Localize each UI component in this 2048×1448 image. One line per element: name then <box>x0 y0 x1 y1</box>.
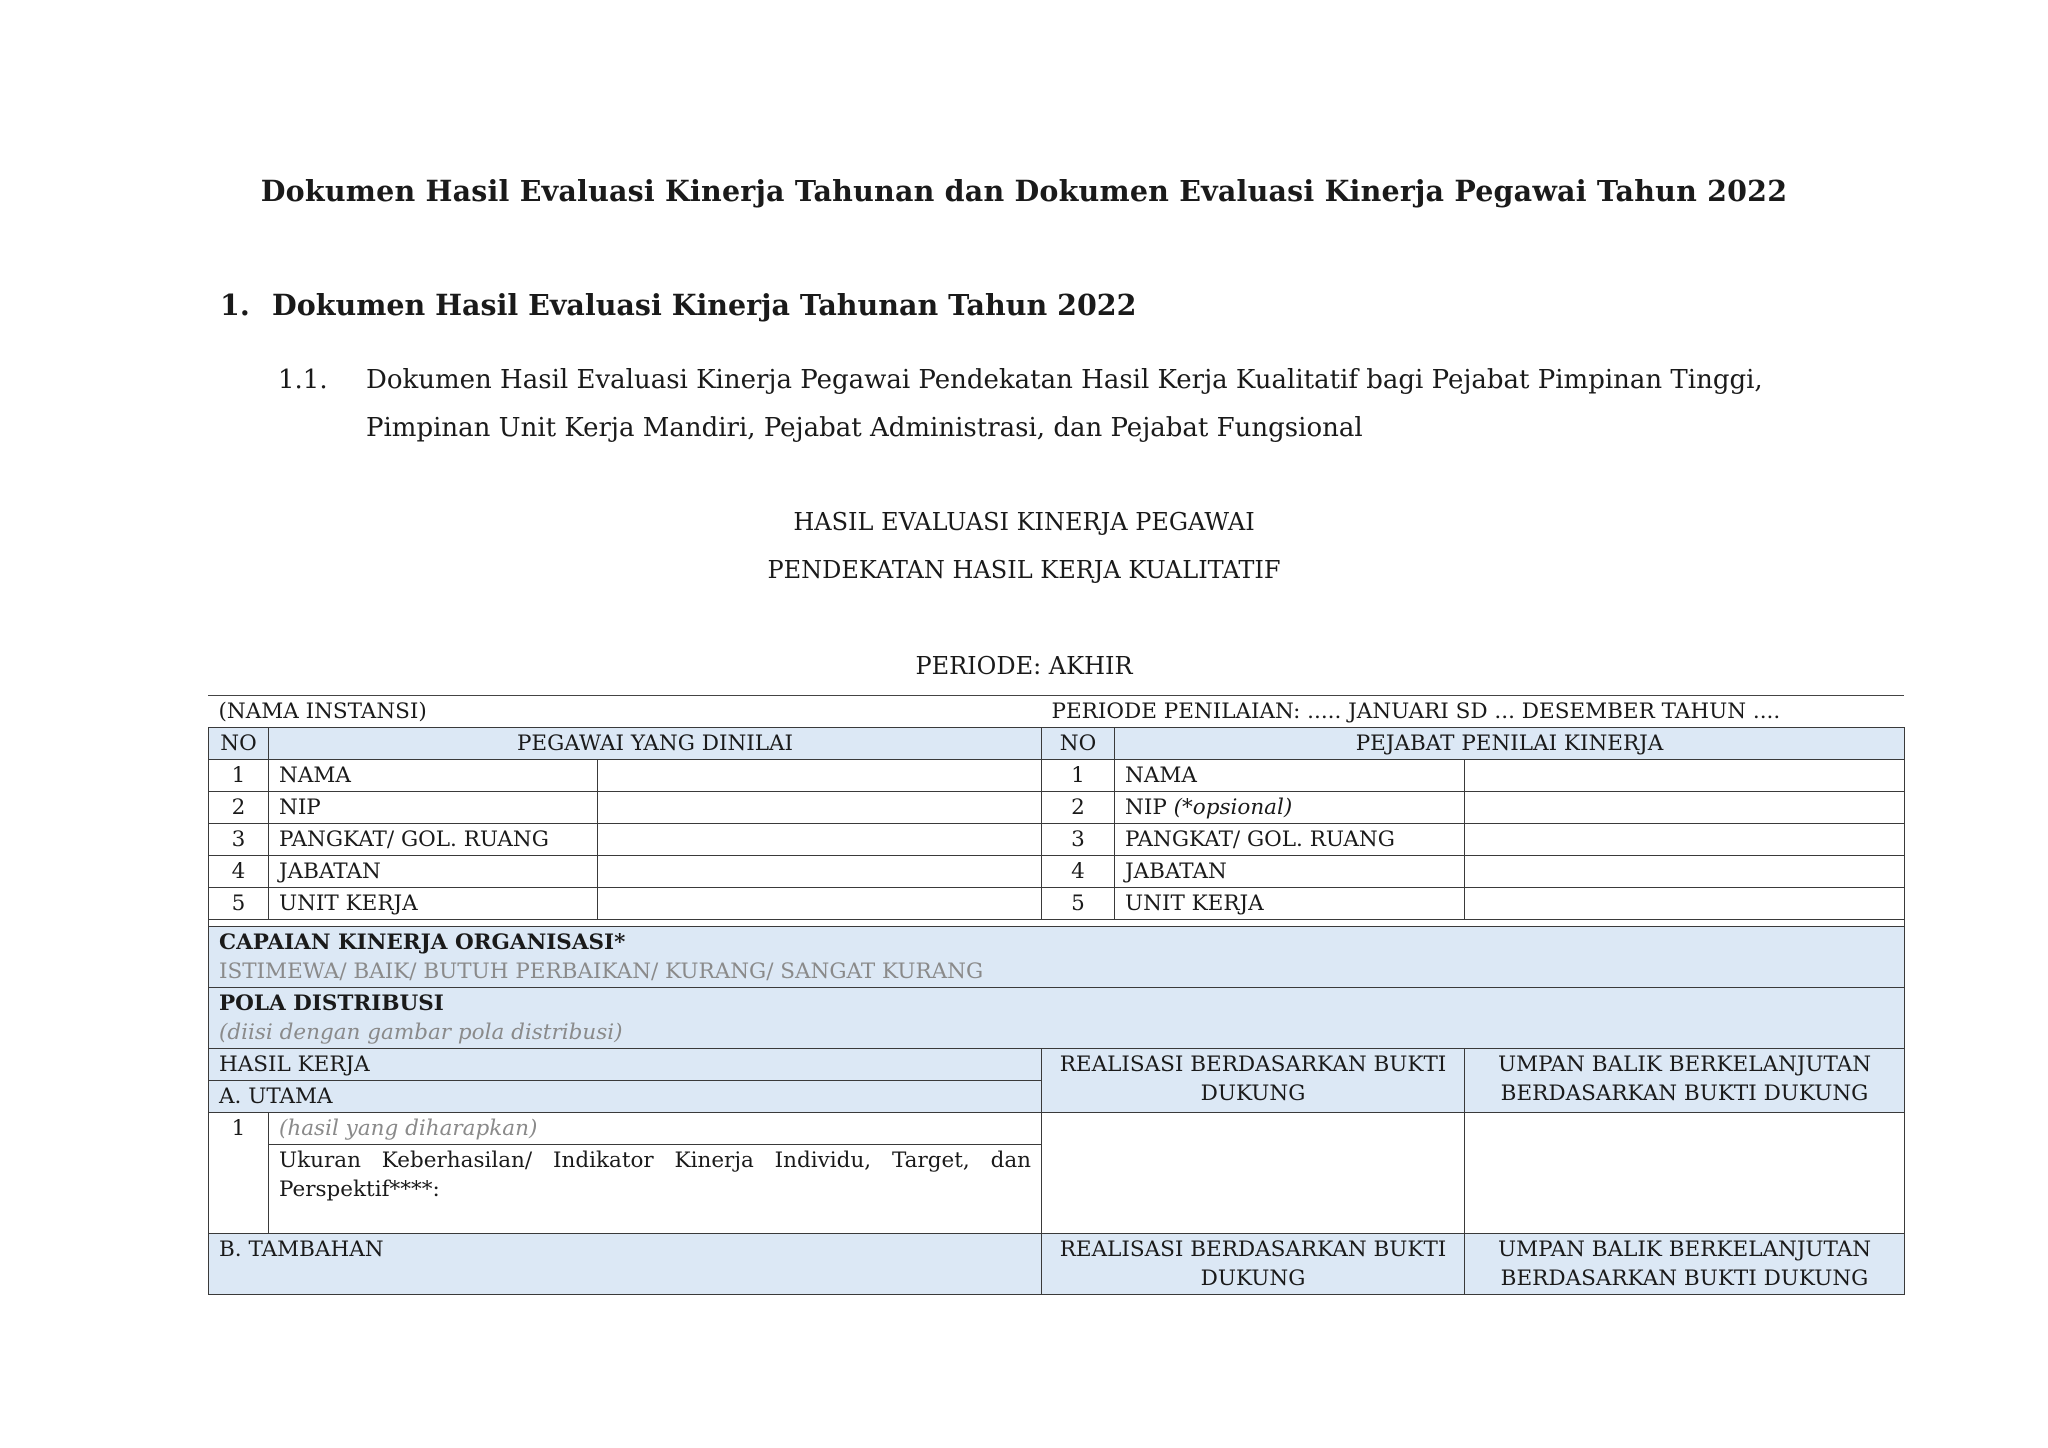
table-row <box>209 888 1905 920</box>
ukuran-keberhasilan[interactable]: Ukuran Keberhasilan/ Indikator Kinerja Individu, Target, dan Perspektif****: <box>269 1145 1042 1234</box>
row-number: 2 <box>209 792 269 824</box>
hasil-kerja-label: HASIL KERJA <box>209 1049 1042 1081</box>
section-1-label: Dokumen Hasil Evaluasi Kinerja Tahunan Tahun 2022 <box>272 288 1137 322</box>
row-number: 4 <box>1042 856 1115 888</box>
row-number: 2 <box>1042 792 1115 824</box>
pejabat-nip-label: NIP <box>1125 795 1167 820</box>
realisasi-header: REALISASI BERDASARKAN BUKTI DUKUNG <box>1042 1049 1465 1113</box>
pegawai-field-label: NAMA <box>269 760 598 792</box>
spacer-cell <box>209 920 1905 927</box>
pejabat-field-value[interactable] <box>1465 824 1905 856</box>
utama-label: A. UTAMA <box>209 1081 1042 1113</box>
row-number: 1 <box>1042 760 1115 792</box>
no-header-right: NO <box>1042 728 1115 760</box>
pejabat-field-value[interactable] <box>1465 888 1905 920</box>
pejabat-field-label: UNIT KERJA <box>1115 888 1465 920</box>
pola-row <box>209 988 1905 1049</box>
tambahan-row <box>209 1234 1905 1295</box>
pegawai-header: PEGAWAI YANG DINILAI <box>269 728 1042 760</box>
table-row <box>209 792 1905 824</box>
pejabat-field-value[interactable] <box>1465 856 1905 888</box>
hasil-harapan[interactable]: (hasil yang diharapkan) <box>269 1113 1042 1145</box>
tambahan-label: B. TAMBAHAN <box>209 1234 1042 1295</box>
row-number: 4 <box>209 856 269 888</box>
instansi-name: (NAMA INSTANSI) <box>218 699 427 724</box>
pegawai-field-value[interactable] <box>598 888 1042 920</box>
pejabat-field-label: NAMA <box>1115 760 1465 792</box>
pejabat-field-label: PANGKAT/ GOL. RUANG <box>1115 824 1465 856</box>
spacer-row <box>209 920 1905 927</box>
capaian-cell[interactable] <box>209 927 1905 988</box>
pejabat-field-label <box>1115 792 1465 824</box>
capaian-row <box>209 927 1905 988</box>
table-row <box>209 760 1905 792</box>
capaian-label: CAPAIAN KINERJA ORGANISASI* <box>219 930 626 955</box>
instansi-row <box>209 696 1905 728</box>
section-1-1-number: 1.1. <box>278 365 328 395</box>
pegawai-field-label: JABATAN <box>269 856 598 888</box>
realisasi-cell[interactable] <box>1042 1113 1465 1234</box>
table-row <box>209 824 1905 856</box>
row-number: 1 <box>209 760 269 792</box>
pejabat-field-value[interactable] <box>1465 792 1905 824</box>
form-title-2: PENDEKATAN HASIL KERJA KUALITATIF <box>767 556 1281 584</box>
umpan-balik-cell[interactable] <box>1465 1113 1905 1234</box>
evaluation-form <box>208 695 1904 1295</box>
pola-hint: (diisi dengan gambar pola distribusi) <box>219 1020 623 1045</box>
section-1-1-heading <box>278 356 1878 452</box>
capaian-options: ISTIMEWA/ BAIK/ BUTUH PERBAIKAN/ KURANG/ SANGAT KURANG <box>219 959 984 984</box>
header-row <box>209 728 1905 760</box>
umpan-balik-header: UMPAN BALIK BERKELANJUTAN BERDASARKAN BUKTI DUKUNG <box>1465 1049 1905 1113</box>
optional-note: (*opsional) <box>1173 795 1293 820</box>
pegawai-field-value[interactable] <box>598 792 1042 824</box>
pegawai-field-label: NIP <box>269 792 598 824</box>
realisasi-header-tambahan: REALISASI BERDASARKAN BUKTI DUKUNG <box>1042 1234 1465 1295</box>
pegawai-field-label: PANGKAT/ GOL. RUANG <box>269 824 598 856</box>
umpan-balik-header-tambahan: UMPAN BALIK BERKELANJUTAN BERDASARKAN BUKTI DUKUNG <box>1465 1234 1905 1295</box>
pegawai-field-value[interactable] <box>598 856 1042 888</box>
periode-penilaian: PERIODE PENILAIAN: ..... JANUARI SD ... DESEMBER TAHUN .... <box>1051 699 1781 724</box>
row-number: 5 <box>209 888 269 920</box>
row-number: 3 <box>209 824 269 856</box>
form-title-1: HASIL EVALUASI KINERJA PEGAWAI <box>793 508 1255 536</box>
section-1-heading <box>220 288 1136 322</box>
section-1-1-label: Dokumen Hasil Evaluasi Kinerja Pegawai Pendekatan Hasil Kerja Kualitatif bagi Pejabat Pimpinan Tinggi, Pimpinan Unit Kerja Mandiri, Pejabat Administrasi, dan Pejabat Fungsional <box>366 365 1763 443</box>
row-number: 3 <box>1042 824 1115 856</box>
no-header-left: NO <box>209 728 269 760</box>
document-title: Dokumen Hasil Evaluasi Kinerja Tahunan dan Dokumen Evaluasi Kinerja Pegawai Tahun 2022 <box>260 174 1788 208</box>
item-number: 1 <box>209 1113 269 1234</box>
row-number: 5 <box>1042 888 1115 920</box>
pejabat-field-label: JABATAN <box>1115 856 1465 888</box>
pejabat-header: PEJABAT PENILAI KINERJA <box>1115 728 1905 760</box>
pegawai-field-value[interactable] <box>598 824 1042 856</box>
pegawai-field-label: UNIT KERJA <box>269 888 598 920</box>
hasil-item-row <box>209 1113 1905 1145</box>
hasil-kerja-row <box>209 1049 1905 1081</box>
evaluation-table <box>208 696 1905 1295</box>
pola-label: POLA DISTRIBUSI <box>219 991 444 1016</box>
periode-label: PERIODE: AKHIR <box>915 652 1133 680</box>
pejabat-field-value[interactable] <box>1465 760 1905 792</box>
pola-cell[interactable] <box>209 988 1905 1049</box>
table-row <box>209 856 1905 888</box>
pegawai-field-value[interactable] <box>598 760 1042 792</box>
section-1-number: 1. <box>220 288 250 322</box>
